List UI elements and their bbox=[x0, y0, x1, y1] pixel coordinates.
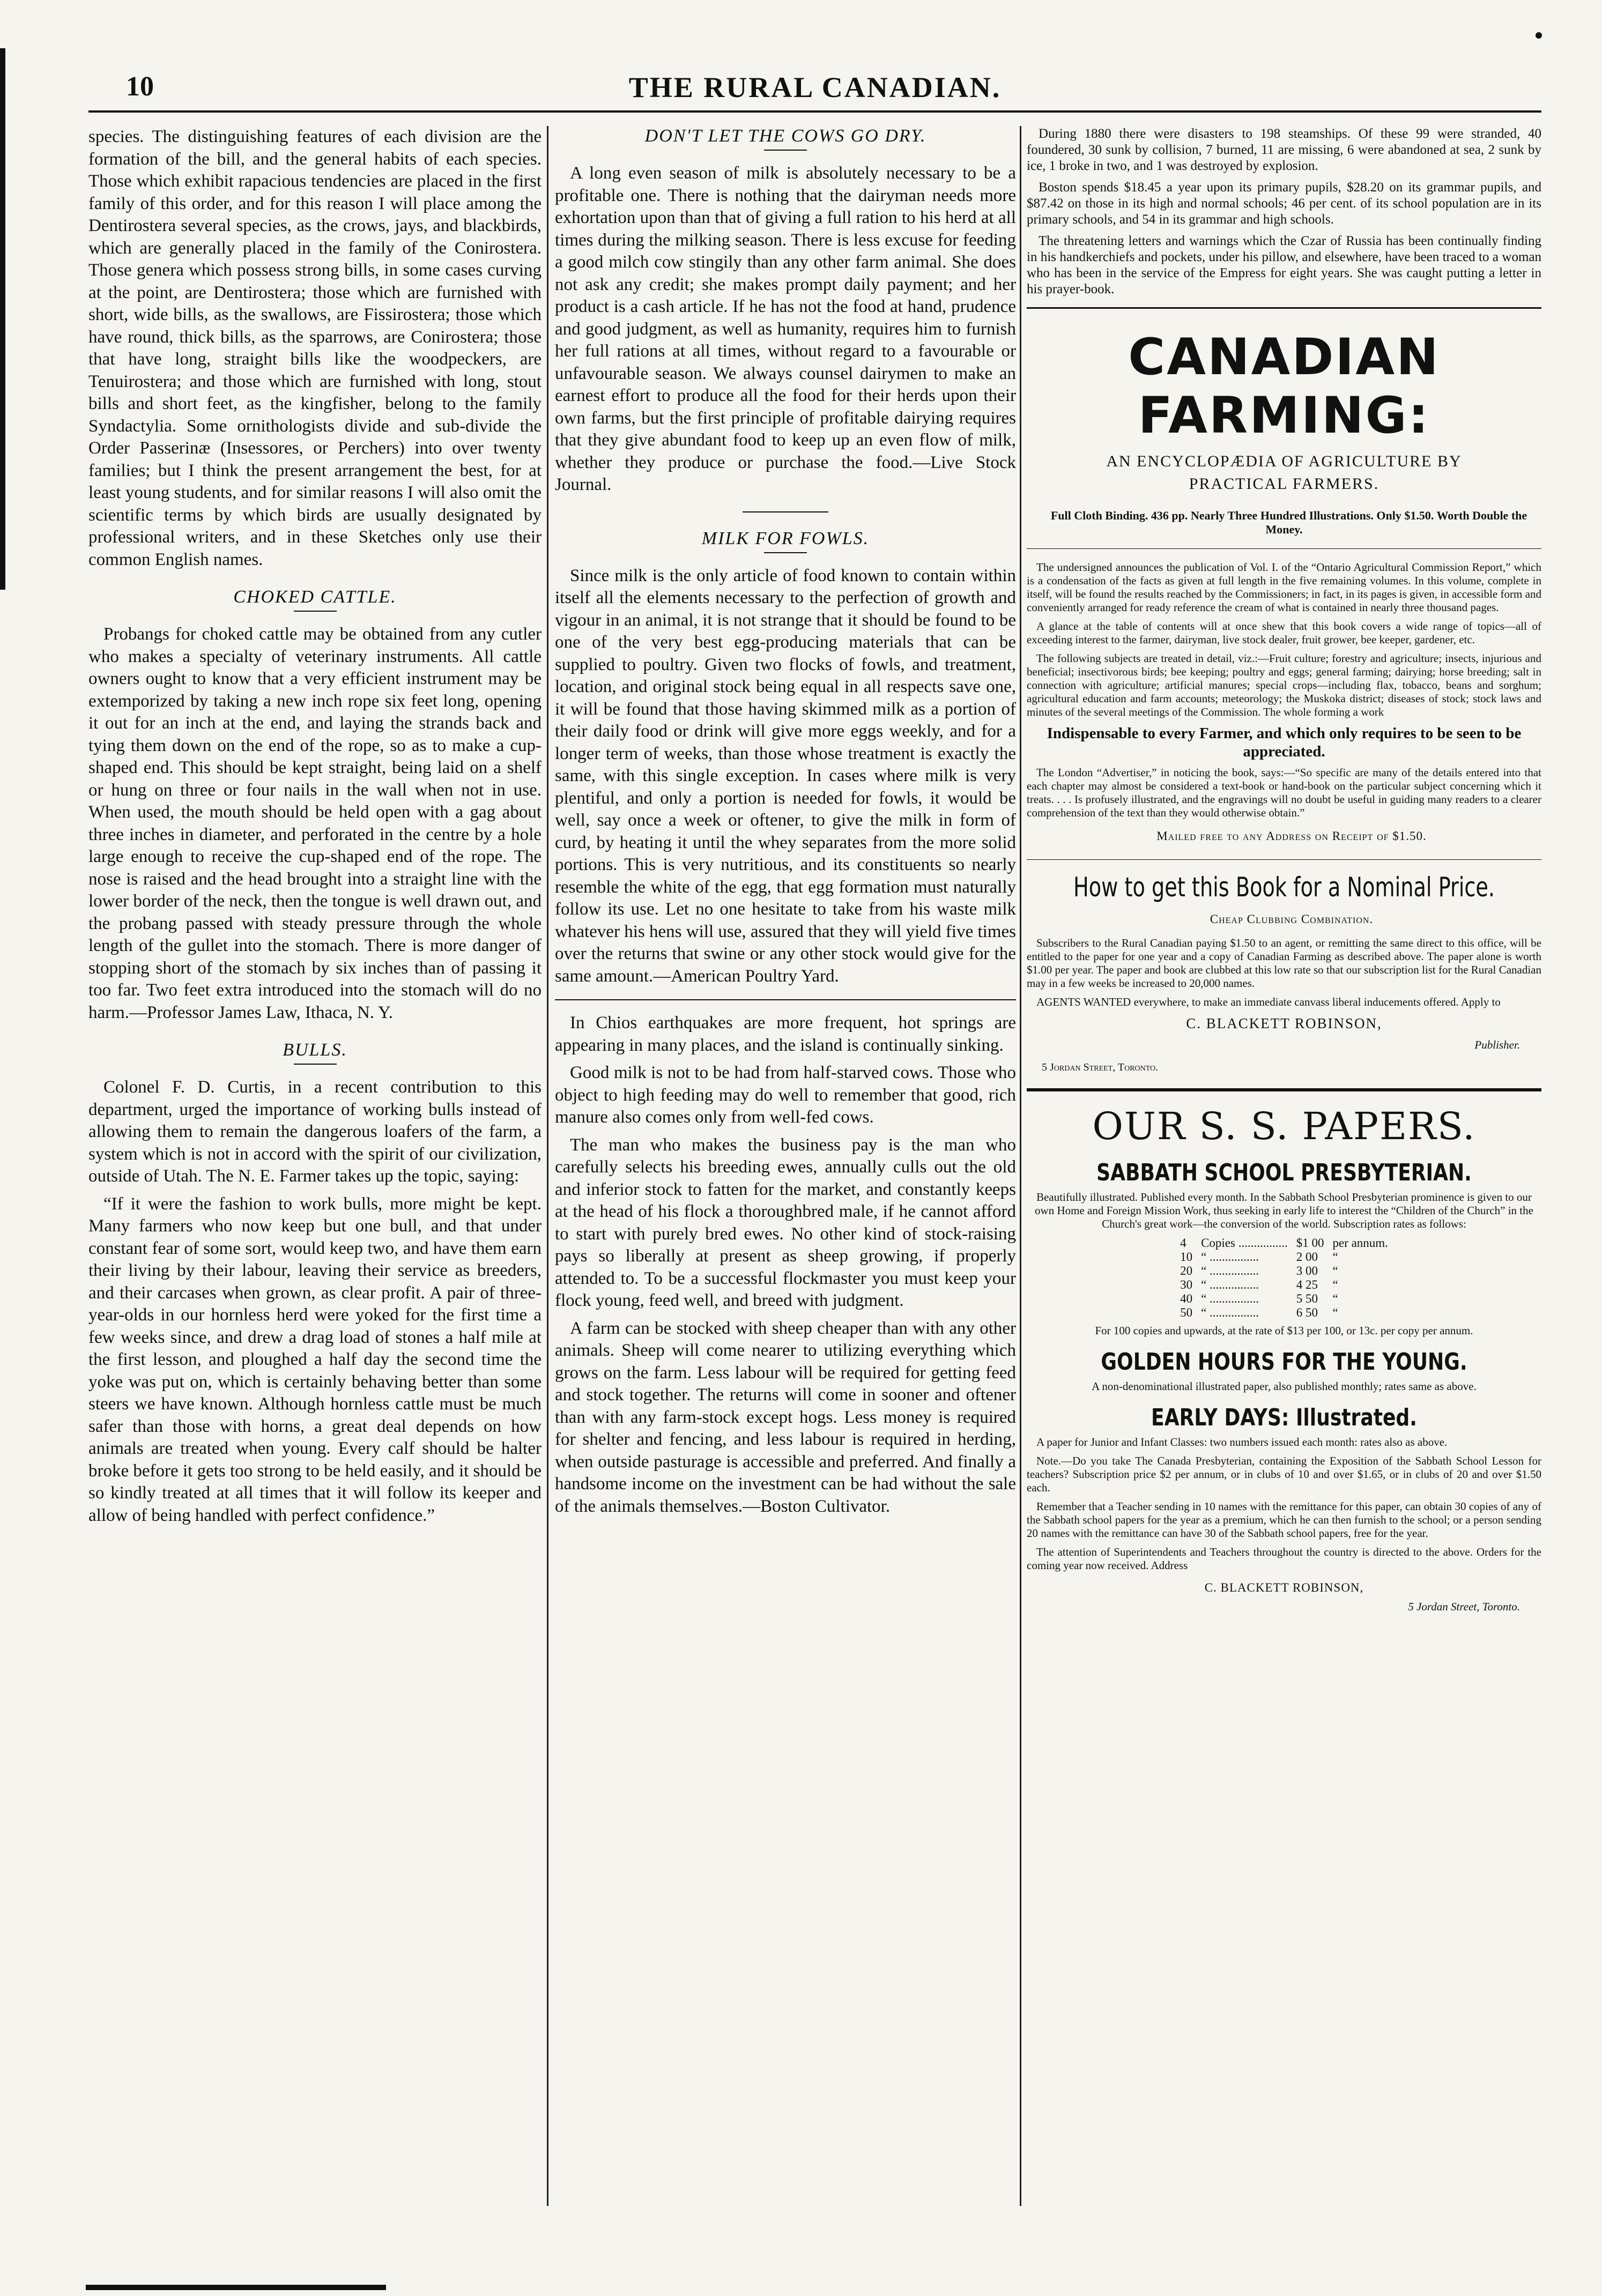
rates-row bbox=[1176, 1236, 1392, 1250]
choked-cattle-heading: CHOKED CATTLE. bbox=[233, 587, 397, 607]
heading-rule bbox=[294, 1064, 337, 1065]
good-milk-item: Good milk is not to be had from half-starved cows. Those who object to high feeding may do well to remember that good, rich manure also comes only from well-fed cows. bbox=[555, 1063, 1016, 1127]
header-rule bbox=[88, 110, 1541, 113]
cf-binding: Full Cloth Binding. 436 pp. Nearly Three Hundred Illustrations. Only $1.50. Worth Double the Money. bbox=[1050, 509, 1527, 536]
golden-hours-heading: GOLDEN HOURS FOR THE YOUNG. bbox=[1101, 1348, 1467, 1376]
rates-cell-unit: “ bbox=[1332, 1306, 1338, 1319]
boston-item: Boston spends $18.45 a year upon its primary pupils, $28.20 on its grammar pupils, and $87.42 on those in its high and normal schools; 46 per cent. of its school population are in its primary schools, and 54 in its grammar and high schools. bbox=[1027, 180, 1541, 227]
agents-text: AGENTS WANTED everywhere, to make an immediate canvass liberal inducements offered. Apply to bbox=[1036, 995, 1501, 1008]
cf-indispensable: Indispensable to every Farmer, and which only requires to be seen to be appreciated. bbox=[1047, 725, 1522, 760]
page-header bbox=[88, 71, 1541, 114]
sabbath-school-heading: SABBATH SCHOOL PRESBYTERIAN. bbox=[1096, 1159, 1472, 1186]
birds-article-text: species. The distinguishing features of each division are the formation of the bill, and the general habits of each species. Those which exhibit rapacious tendencies are placed in the first family of this order, and for this reason I will place among the Dentirostera several species, as the crows, jays, and blackbirds, which are generally placed in the family of the Conirostera. Those genera which possess strong bills, in some cases curving at the point, are Dentirostera; those which are furnished with short, wide bills, as the swallows, are Fissirostera; those which have round, thick bills, as the sparrows, are Conirostera; those that have long, straight bills like the woodpeckers, are Tenuirostera; and those which are furnished with long, stout bills and short feet, as the kingfisher, belong to the family Syndactylia. Some ornithologists divide and sub-divide the Order Passerinæ (Insessores, or Perchers) into over twenty families; but I think the present arrangement the best, for at least young students, and for similar reasons I will also omit the scientific terms by which birds are usually designated by professional writers, and in these Sketches only use their common English names. bbox=[88, 127, 542, 569]
farm-sheep-item: A farm can be stocked with sheep cheaper than with any other animals. Sheep will come nearer to utilizing everything which grows on the farm. Less labour will be required for getting feed and stock together. The returns will come in sooner and oftener than with any farm-stock except hogs. Less money is required for shelter and fencing, and less labour is required in herding, when outside pasturage is accessible and preferred. And finally a handsome income on the investment can be had without the sale of the animals themselves.—Boston Cultivator. bbox=[555, 1318, 1016, 1516]
rates-cell-qty: 10 bbox=[1180, 1250, 1193, 1264]
rates-note: For 100 copies and upwards, at the rate of $13 per 100, or 13c. per copy per annum. bbox=[1095, 1324, 1473, 1337]
heading-rule bbox=[294, 611, 337, 612]
early-days-text: A paper for Junior and Infant Classes: two numbers issued each month: rates also as above. bbox=[1036, 1436, 1448, 1448]
signature-address: 5 Jordan Street, Toronto. bbox=[1408, 1600, 1520, 1613]
publisher-address: 5 Jordan Street, Toronto. bbox=[1042, 1061, 1159, 1073]
rates-cell-price: 5 50 bbox=[1296, 1292, 1318, 1305]
czar-item: The threatening letters and warnings which the Czar of Russia has been continually finding in his handkerchiefs and pockets, under his pillow, and elsewhere, have been traced to a woman who has been in the service of the Empress for eight years. She was caught putting a letter in his prayer-book. bbox=[1027, 234, 1541, 296]
column-rule-2 bbox=[1020, 126, 1021, 2206]
scan-edge-bar bbox=[0, 48, 5, 590]
ad-rule bbox=[1027, 307, 1541, 309]
rates-row bbox=[1176, 1264, 1392, 1278]
how-to-get-heading: How to get this Book for a Nominal Price. bbox=[1073, 871, 1495, 903]
ad-rule bbox=[1027, 548, 1541, 549]
cf-para-3: The following subjects are treated in detail, viz.:—Fruit culture; forestry and agriculture; insects, injurious and beneficial; insectivorous birds; bee keeping; poultry and eggs; general farming; dairying; horse breeding; salt in connection with agriculture; artificial manures; special crops—including flax, tobacco, beans and sorghum; agricultural education and farm accounts; meteorology; the Muskoka district; diseases of stock; stock laws and minutes of the several meetings of the Commission. The whole forming a work bbox=[1027, 652, 1541, 718]
remember-text: Remember that a Teacher sending in 10 names with the remittance for this paper, can obtain 30 copies of any of the Sabbath school papers for the year as a premium, which he can then furnish to the school; or a person sending 20 names with the remittance can have 30 of the Sabbath school papers, free for the year. bbox=[1027, 1500, 1541, 1540]
rates-cell-price: 2 00 bbox=[1296, 1250, 1318, 1264]
bulls-text-2: “If it were the fashion to work bulls, more might be kept. Many farmers who now keep but one bull, and that under constant fear of some sort, would keep two, and have them earn their living by their labour, leaving their service as breeders, and their carcases when grown, as clear profit. A pair of three-year-olds in our hornless herd were yoked for the first time a few weeks since, and drew a drag load of stones a half mile at the first lesson, and ploughed a half day the second time the yoke was put on, which is certainly behaving better than some steers we have known. Although hornless cattle must be much safer than those with horns, a great deal depends on how animals are treated when young. Every calf should be halter broke before it gets too strong to be held easily, and it should be so kindly treated at all times that it will follow its keeper and allow of being handled with perfect confidence.” bbox=[88, 1194, 542, 1525]
rates-cell-qty: 30 bbox=[1180, 1278, 1193, 1291]
chios-item: In Chios earthquakes are more frequent, hot springs are appearing in many places, and the island is continually sinking. bbox=[555, 1013, 1016, 1055]
disasters-item: During 1880 there were disasters to 198 steamships. Of these 99 were stranded, 40 foundered, 30 sunk by collision, 7 burned, 11 are missing, 6 were abandoned at sea, 2 sunk by ice, 1 broke in two, and 1 was destroyed by explosion. bbox=[1027, 127, 1541, 173]
sabbath-text: Beautifully illustrated. Published every month. In the Sabbath School Presbyterian prominence is given to our own Home and Foreign Mission Work, thus seeking in early life to interest the “Children of the Church” in the Church's great work—the conversion of the world. Subscription rates as follows: bbox=[1035, 1191, 1533, 1230]
rates-cell-price: $1 00 bbox=[1296, 1236, 1324, 1250]
business-item: The man who makes the business pay is the man who carefully selects his breeding ewes, annually culls out the old and inferior stock to fatten for the market, and constantly keeps at the head of his flock a thoroughbred male, if he cannot afford to start with purely bred ewes. No other kind of stock-raising pays so liberally at present as sheep growing, if properly attended to. To be a successful flockmaster you must keep your flock young, feed well, and breed with judgment. bbox=[555, 1135, 1016, 1310]
rates-cell-label: “ ................ bbox=[1201, 1306, 1259, 1319]
rates-row bbox=[1176, 1292, 1392, 1306]
section-rule bbox=[555, 999, 1016, 1000]
cf-london-review: The London “Advertiser,” in noticing the book, says:—“So specific are many of the details entered into that each chapter may almost be considered a text-book or hand-book on the particular subject concerning which it treats. . . . Is profusely illustrated, and the engravings will no doubt be useful in guiding many readers to a clearer comprehension of the text than they would otherwise obtain.” bbox=[1027, 766, 1541, 819]
heading-rule bbox=[764, 552, 807, 553]
milk-fowls-heading: MILK FOR FOWLS. bbox=[701, 528, 870, 548]
ad-rule-thick bbox=[1027, 1088, 1541, 1091]
rates-cell-unit: “ bbox=[1332, 1264, 1338, 1277]
bulls-heading: BULLS. bbox=[283, 1040, 347, 1060]
rates-cell-price: 4 25 bbox=[1296, 1278, 1318, 1291]
cf-para-1: The undersigned announces the publication of Vol. I. of the “Ontario Agricultural Commission Report,” which is a condensation of the facts as given at full length in the five remaining volumes. In this volume, complete in itself, will be found the results reached by the Commissioners; in fact, in its pages is given, in accessible form and conveniently arranged for ready reference the cream of what is contained in nearly three thousand pages. bbox=[1027, 561, 1541, 614]
column-2 bbox=[555, 126, 1016, 2206]
canadian-farming-title: CANADIAN FARMING: bbox=[1128, 328, 1440, 445]
cheap-clubbing: Cheap Clubbing Combination. bbox=[1210, 912, 1374, 926]
rates-row bbox=[1176, 1278, 1392, 1292]
page-number: 10 bbox=[126, 71, 154, 102]
rates-cell-unit: per annum. bbox=[1332, 1236, 1388, 1250]
rates-cell-price: 3 00 bbox=[1296, 1264, 1318, 1277]
rates-cell-unit: “ bbox=[1332, 1250, 1338, 1264]
cf-para-2: A glance at the table of contents will at once shew that this book covers a wide range of topics—all of exceeding interest to the farmer, dairyman, live stock dealer, fruit grower, bee keeper, gardener, etc. bbox=[1027, 620, 1541, 646]
milk-fowls-text: Since milk is the only article of food known to contain within itself all the elements necessary to the perfection of growth and vigour in an animal, it is not strange that it should be found to be one of the very best egg-producing materials that can be supplied to poultry. Given two flocks of fowls, and treatment, location, and original stock being equal in all respects save one, it will be found that those having skimmed milk as a portion of their daily food or drink will give more eggs weekly, and for a longer term of weeks, than those whose treatment is exactly the same, with this single exception. In cases where milk is very plentiful, and only a portion is needed for fowls, it would be well, say once a week or oftener, to give the milk in form of curd, by heating it until the whey separates from the more solid portions. This is very nutritious, and its constituents so nearly resemble the white of the egg, that egg formation must naturally follow its use. Let no one hesitate to take from his waste milk whatever his hens will use, assured that they will yield five times over the returns that swine or any other stock would give for the same amount.—American Poultry Yard. bbox=[555, 566, 1016, 986]
heading-rule bbox=[764, 150, 807, 151]
golden-hours-text: A non-denominational illustrated paper, also published monthly; rates same as above. bbox=[1092, 1380, 1477, 1393]
rates-cell-label: “ ................ bbox=[1201, 1292, 1259, 1305]
publisher-name: C. BLACKETT ROBINSON, bbox=[1186, 1015, 1382, 1031]
scan-dot bbox=[1536, 32, 1542, 39]
cf-subtitle-1: AN ENCYCLOPÆDIA OF AGRICULTURE BY bbox=[1106, 452, 1462, 470]
rates-cell-unit: “ bbox=[1332, 1278, 1338, 1291]
masthead: THE RURAL CANADIAN. bbox=[628, 71, 1002, 103]
our-ss-papers-title: OUR S. S. PAPERS. bbox=[1092, 1104, 1476, 1148]
cf-subtitle-2: PRACTICAL FARMERS. bbox=[1189, 474, 1380, 493]
scan-bottom-bar bbox=[86, 2285, 386, 2290]
rates-row bbox=[1176, 1306, 1392, 1320]
rates-cell-label: “ ................ bbox=[1201, 1278, 1259, 1291]
rates-cell-price: 6 50 bbox=[1296, 1306, 1318, 1319]
rates-cell-label: “ ................ bbox=[1201, 1264, 1259, 1277]
ad-rule bbox=[1027, 859, 1541, 860]
rates-cell-label: “ ................ bbox=[1201, 1250, 1259, 1264]
rates-cell-qty: 40 bbox=[1180, 1292, 1193, 1305]
cf-mailed: Mailed free to any Address on Receipt of $1.50. bbox=[1156, 829, 1427, 843]
column-1 bbox=[88, 126, 542, 2206]
attention-text: The attention of Superintendents and Teachers throughout the country is directed to the above. Orders for the coming year now received. Address bbox=[1027, 1545, 1541, 1572]
cows-text: A long even season of milk is absolutely necessary to be a profitable one. There is nothing that the dairyman needs more exhortation upon than that of giving a full ration to his herd at all times during the milking season. There is less excuse for feeding a good milch cow stingily than any other farm animal. She does not ask any credit; she makes prompt daily payment; and her product is a cash article. If he has not the food at hand, prudence and good judgment, as well as humanity, requires him to furnish her full rations at all times, without regard to a favourable or unfavourable season. We always counsel dairymen to make an earnest effort to produce all the food for their herds upon their own farms, but the first principle of profitable dairying requires that they give abundant food to keep up an even flow of milk, whether they produce or purchase the food.—Live Stock Journal. bbox=[555, 164, 1016, 494]
publisher-title: Publisher. bbox=[1474, 1038, 1520, 1051]
subscribers-text: Subscribers to the Rural Canadian paying $1.50 to an agent, or remitting the same direct to this office, will be entitled to the paper for one year and a copy of Canadian Farming as described above. The paper alone is worth $1.00 per year. The paper and book are clubbed at this low rate so that our subscription list for the Rural Canadian may in a few weeks be increased to 20,000 names. bbox=[1027, 937, 1541, 990]
rates-cell-label: Copies ................ bbox=[1201, 1236, 1288, 1250]
rates-row bbox=[1176, 1250, 1392, 1264]
choked-cattle-text: Probangs for choked cattle may be obtained from any cutler who makes a specialty of veterinary instruments. All cattle owners ought to know that a very efficient instrument may be extemporized by taking a new inch rope six feet long, opening it out for an inch at the end, and laying the strands back and tying them down on the end of the rope, so as to make a cup-shaped end. This should be kept straight, being laid on a shelf or hung on three or four nails in the wall when not in use. When used, the mouth should be held open with a gag about three inches in diameter, and perforated in the centre by a hole large enough to receive the cup-shaped end of the rope. The nose is raised and the head brought into a straight line with the lower border of the neck, then the tongue is well drawn out, and the probang passed with steady pressure through the whole length of the gullet into the stomach. There is more danger of stopping short of the stomach by six inches than of passing it too far. Two feet extra introduced into the stomach will do no harm.—Professor James Law, Ithaca, N. Y. bbox=[88, 625, 542, 1022]
cows-heading: DON'T LET THE COWS GO DRY. bbox=[644, 126, 926, 146]
column-3 bbox=[1027, 126, 1541, 2206]
rates-cell-unit: “ bbox=[1332, 1292, 1338, 1305]
note-text: Note.—Do you take The Canada Presbyterian, containing the Exposition of the Sabbath School Lesson for teachers? Subscription price $2 per annum, or in clubs of 10 and over $1.65, or in clubs of 20 and over $1.50 each. bbox=[1027, 1454, 1541, 1494]
rates-table bbox=[1176, 1236, 1392, 1320]
bulls-text-1: Colonel F. D. Curtis, in a recent contribution to this department, urged the importance of working bulls instead of allowing them to remain the dangerous loafers of the farm, a system which is not in accord with the spirit of our civilization, outside of Utah. The N. E. Farmer takes up the topic, saying: bbox=[88, 1078, 542, 1186]
early-days-heading: EARLY DAYS: Illustrated. bbox=[1151, 1404, 1417, 1431]
rates-cell-qty: 50 bbox=[1180, 1306, 1193, 1319]
rates-cell-qty: 4 bbox=[1180, 1236, 1186, 1250]
column-rule-1 bbox=[547, 126, 548, 2206]
signature-name: C. BLACKETT ROBINSON, bbox=[1204, 1581, 1364, 1594]
rates-cell-qty: 20 bbox=[1180, 1264, 1193, 1277]
section-rule bbox=[743, 511, 828, 512]
